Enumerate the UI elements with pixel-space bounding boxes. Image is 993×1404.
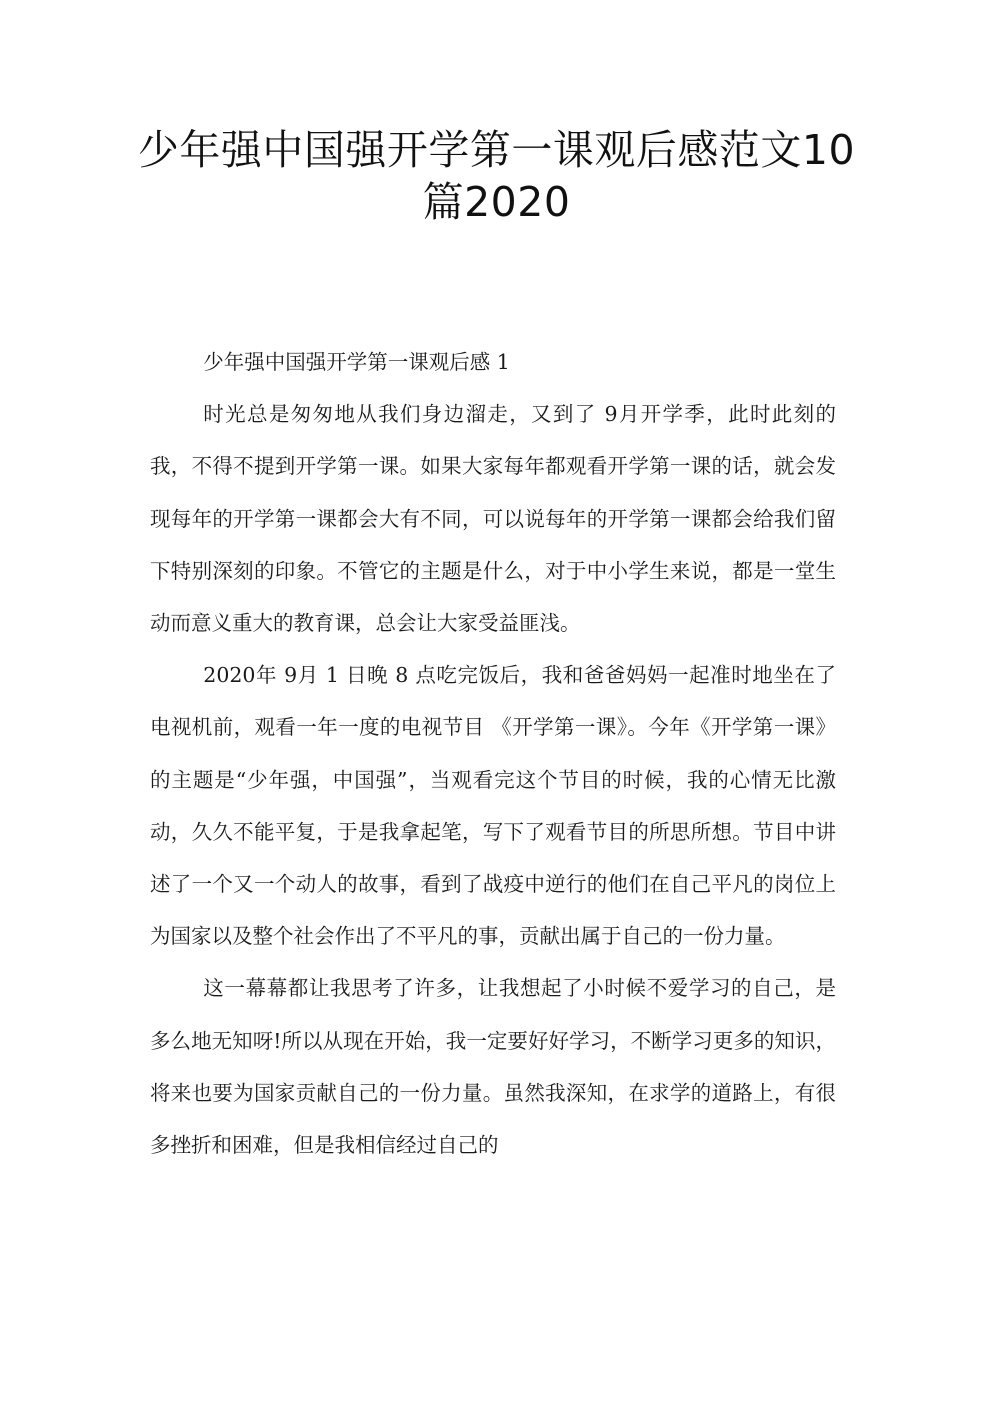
paragraph-1: 时光总是匆匆地从我们身边溜走，又到了 9月开学季，此时此刻的我，不得不提到开学第一课。如果大家每年都观看开学第一课的话，就会发现每年的开学第一课都会大有不同，可以说每年的开学第一课都会给我们留下特别深刻的印象。不管它的主题是什么，对于中小学生来说，都是一堂生动而意义重大的教育课，总会让大家受益匪浅。 [150,402,836,636]
section-heading: 少年强中国强开学第一课观后感 1 [203,350,510,374]
document-body [150,336,836,1171]
document-title: 少年强中国强开学第一课观后感范文10篇2020 [137,126,856,226]
paragraph-2: 2020年 9月 1 日晚 8 点吃完饭后，我和爸爸妈妈一起准时地坐在了电视机前，观看一年一度的电视节目 《开学第一课》。今年《开学第一课》的主题是“少年强，中国强”，当观看完这个节目的时候，我的心情无比激动，久久不能平复，于是我拿起笔，写下了观看节目的所思所想。节目中讲述了一个又一个动人的故事，看到了战疫中逆行的他们在自己平凡的岗位上为国家以及整个社会作出了不平凡的事，贡献出属于自己的一份力量。 [150,663,836,949]
paragraph-3: 这一幕幕都让我思考了许多，让我想起了小时候不爱学习的自己，是多么地无知呀!所以从现在开始，我一定要好好学习，不断学习更多的知识，将来也要为国家贡献自己的一份力量。虽然我深知，在求学的道路上，有很多挫折和困难，但是我相信经过自己的 [150,976,836,1158]
